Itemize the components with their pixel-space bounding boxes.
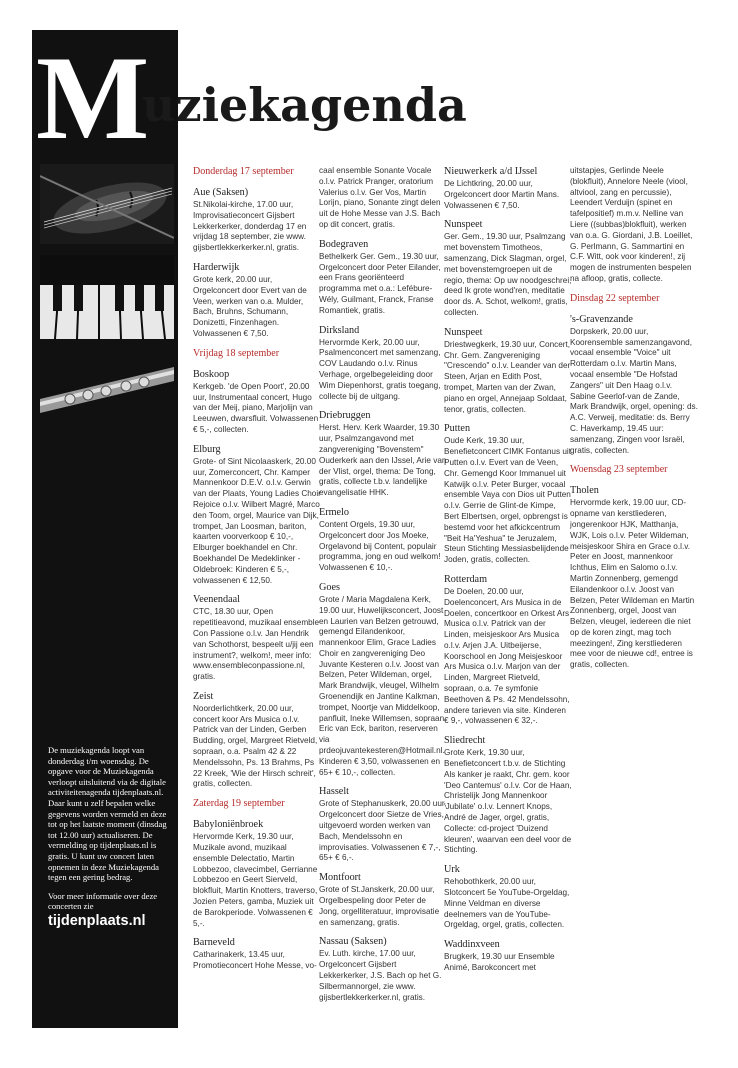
concert-location: Waddinxveen (444, 939, 500, 951)
violin-icon (40, 164, 174, 244)
concert-location: Boskoop (193, 368, 230, 380)
concert-location: Driebruggen (319, 410, 371, 422)
agenda-column-1 (193, 166, 321, 980)
concert-details: De Lichtkring, 20.00 uur, Orgelconcert door Martin Mans. Volwassenen € 7,50. (444, 179, 560, 210)
page-title: uziekagenda (142, 78, 467, 132)
concert-details: CTC, 18.30 uur, Open repetitieavond, muzikaal ensemble Con Passione o.l.v. Jan Hendrik van Schothorst, bespeelt u/jij een instrument?, welkom!, meer info: www.ensembleconpassione.nl, gratis. (193, 607, 320, 682)
agenda-column-3 (444, 166, 572, 982)
day-heading: Woensdag 23 september (570, 464, 668, 476)
concert-details: St.Nikolai-kirche, 17.00 uur, Improvisatieconcert Gijsbert Lekkerkerker, donderdag 17 en vrijdag 18 september, zie www. gijsbertlekkerkerker.nl, gratis. (193, 200, 307, 253)
concert-details: Grote Kerk, 19.30 uur, Benefietconcert t.b.v. de Stichting Als kanker je raakt, Chr. gem. koor 'Deo Cantemus' o.l.v. Cor de Haan, Christelijk Jong Mannenkoor 'Jubilate' o.l.v. Lennert Knops, André de Jager, orgel, gratis, Collecte: cd-project 'Duizend kleuren', waarvan een deel voor de Stichting. (444, 748, 572, 855)
concert-details: Bethelkerk Ger. Gem., 19.30 uur, Orgelconcert door Peter Eilander, een Frans georiënteerd programma met o.a.: Lefébure-Wély, Guilmant, Franck, Franse Romantiek, gratis. (319, 251, 441, 315)
concert-details: Grote kerk, 20.00 uur, Orgelconcert door Evert van de Veen, werken van o.a. Mulder, Bach, Bruhns, Schumann, Donizetti, Finzenhagen. Volwassenen € 7,50. (193, 274, 307, 338)
concert-details: Grote / Maria Magdalena Kerk, 19.00 uur, Huwelijksconcert, Joost en Laurien van Belzen getrouwd, gemengd Eilandenkoor, mannenkoor Elim, Grace Ladies Choir en zangvereniging Deo Juvante Kesteren o.l.v. Joost van Belzen, Peter Wildeman, orgel, Mark Brandwijk, vleugel, Wilhelm Groenendijk en Jantine Kalkman, trompet, Noortje van Middelkoop, panfluit, Ineke Willemsen, sopraan, Eric van Eck, bariton, reserveren via prdeojuvantekesteren@Hotmail.nl. Kinderen € 3,50, volwassenen en 65+ € 10,-, collecten. (319, 594, 447, 777)
concert-details: uitstapjes, Gerlinde Neele (blokfluit), Annelore Neele (viool, altviool, zang en percussie), Leendert Verduijn (spinet en tafelpositief) m.m.v. Nelline van Liere ((subbas)blokfluit), werken van o.a. G. Giordani, J.B. Loeillet, G. Perlmann, G. Sammartini en C.F. Witt, ook voor kinderen!, zij mogen de instrumenten bespelen na afloop, gratis, collecte. (570, 166, 693, 283)
concert-location: Zeist (193, 690, 214, 702)
concert-location: Montfoort (319, 872, 361, 884)
day-heading: Donderdag 17 september (193, 166, 294, 177)
concert-details: Grote of St.Janskerk, 20.00 uur, Orgelbespeling door Peter de Jong, orgelliteratuur, improvisatie en samenzang, gratis. (319, 885, 440, 927)
concert-details: Noorderlichtkerk, 20.00 uur, concert koor Ars Musica o.l.v. Patrick van der Linden, Gerben Budding, orgel, Margreet Rietveld, sopraan, o.a. Psalm 42 & 22 Mendelssohn, Ps. 13 Brahms, Ps 22 Kreek, 'Wie der Hirsch schreit', gratis, collecten. (193, 703, 318, 789)
concert-details: De Doelen, 20.00 uur, Doelenconcert, Ars Musica in de Doelen, concertkoor en Orkest Ars Musica o.l.v. Patrick van der Linden, meisjeskoor Ars Musica o.l.v. Arjen J.A. Uitbeijerse, Koorschool en Jong Meisjeskoor Ars Musica o.l.v. Marjon van der Linden, Margreet Rietveld, sopraan, o.a. 7e symfonie Beethoven & Ps. 42 Mendelssohn, andere tarieven via site. Kinderen € 9,-, volwassenen € 32,-. (444, 586, 570, 726)
concert-location: Veenendaal (193, 594, 240, 606)
concert-location: Nunspeet (444, 219, 483, 231)
concert-location: Barneveld (193, 937, 235, 949)
day-heading: Zaterdag 19 september (193, 798, 285, 810)
title-initial: M (36, 31, 146, 164)
concert-location: Nieuwerkerk a/d IJssel (444, 166, 538, 177)
concert-details: Hervormde Kerk, 20.00 uur, Psalmenconcert met samenzang, COV Laudando o.l.v. Rinus Verhage, orgelbegeleiding door Wim Diepenhorst, gratis toegang, collecte bij de uitgang. (319, 337, 441, 401)
concert-details: Brugkerk, 19.30 uur Ensemble Animé, Barokconcert met (444, 952, 555, 973)
concert-location: Aue (Saksen) (193, 187, 249, 198)
concert-details: Ev. Luth. kirche, 17.00 uur, Orgelconcert Gijsbert Lekkerkerker, J.S. Bach op het G. Silbermannorgel, zie www. gijsbertlekkerkerker.nl, gratis. (319, 949, 442, 1002)
concert-location: Ermelo (319, 506, 349, 518)
concert-details: Content Orgels, 19.30 uur, Orgelconcert door Jos Moeke, Orgelavond bij Content, populair programma, jong en oud welkom! Volwassenen € 10,-. (319, 519, 441, 573)
concert-location: 's-Gravenzande (570, 313, 633, 325)
concert-location: Babyloniënbroek (193, 819, 264, 831)
concert-location: Hasselt (319, 786, 349, 798)
concert-location: Tholen (570, 485, 599, 497)
day-heading: Dinsdag 22 september (570, 292, 660, 304)
concert-details: Grote of Stephanuskerk, 20.00 uur, Orgelconcert door Sietze de Vries, uitgevoerd worden werken van Bach, Mendelssohn en improvisaties. Volwassenen € 7,-, 65+ € 6,-. (319, 799, 447, 863)
concert-details: Driestwegkerk, 19.30 uur, Concert, Chr. Gem. Zangvereniging "Crescendo" o.l.v. Leander van der Steen, Arjan en Edith Post, trompet, Marten van der Zwan, piano en orgel, Annejaap Soldaat, tenor, gratis, collecten. (444, 339, 571, 414)
site-link[interactable]: tijdenplaats.nl (48, 912, 146, 929)
concert-location: Rotterdam (444, 573, 488, 585)
concert-details: Hervormde kerk, 19.00 uur, CD-opname van kerstliederen, jongerenkoor HJK, Matthanja, WJK, Lois o.l.v. Peter Wildeman, meisjeskoor Shira en Grace o.l.v. Peter en Joost, mannenkoor Ichthus, Elim en Salomo o.l.v. Martin Zonnenberg, gemengd Eilandenkoor o.l.v. Joost van Belzen, Peter Wildeman en Martin Zonnenberg, orgel, Joost van Belzen, vleugel, iedereen die niet op de koren zingt, mag toch meezingen!, Zing kerstliederen mee voor de nieuwe cd!, entree is gratis, collecten. (570, 498, 695, 670)
more-info-text: Voor meer informatie over deze concerten zie (48, 890, 158, 912)
concert-location: Dirksland (319, 324, 360, 336)
agenda-column-2 (319, 166, 447, 1011)
info-box (48, 745, 168, 930)
info-text: De muziekagenda loopt van donderdag t/m woensdag. De opgave voor de Muziekagenda verloopt uitsluitend via de digitale activiteitenagenda tijdenplaats.nl. Daar kunt u zelf bepalen welke gegevens worden vermeld en deze tot op het laatste moment (dinsdag tot 12.00 uur) actualiseren. De vermelding op tijdenplaats.nl is gratis. U kunt uw concert laten opnemen in deze Muziekagenda tegen een gering bedrag. (48, 745, 167, 883)
concert-details: Rehobothkerk, 20.00 uur, Slotconcert 5e YouTube-Orgeldag, Minne Veldman en diverse deelnemers van de YouTube-Orgeldag, orgel, gratis, collecten. (444, 877, 570, 930)
flute-icon (40, 347, 174, 429)
concert-location: Bodegraven (319, 238, 369, 250)
concert-location: Putten (444, 423, 471, 435)
concert-location: Nunspeet (444, 326, 483, 338)
concert-location: Nassau (Saksen) (319, 936, 387, 948)
concert-details: Ger. Gem., 19.30 uur, Psalmzang met bovenstem Timotheos, samenzang, Dick Slagman, orgel, met bovenstemgroepen uit de regio, thema: Op uw noodgeschrei, deed Ik grote wond'ren, meditatie door ds. A. Schot, welkom!, gratis, collecten. (444, 232, 572, 317)
concert-details: Oude Kerk, 19.30 uur, Benefietconcert CIMK Fontanus uit Putten o.l.v. Evert van de Veen, Chr. Gemengd Koor Immanuel uit Katwijk o.l.v. Peter Burger, vocaal ensemble Vaya con Dios uit Putten o.l.v. Gerrie de Glint-de Kimpe, Bert Elbertsen, orgel, opbrengst is bestemd voor het afkickcentrum "Beit Ha'Yeshua" te Jeruzalem, Steun Stichting Messiasbelijdende Joden, gratis, collecten. (444, 436, 571, 565)
concert-details: Grote- of Sint Nicolaaskerk, 20.00 uur, Zomerconcert, Chr. Kamper Mannenkoor D.E.V. o.l.v. Gerwin van der Plaats, Young Ladies Choir Rejoice o.l.v. Wilbert Magré, Marco den Toom, orgel, Maurice van Dijk, trompet, Jan Loosman, bariton, kaarten voorverkoop € 10,-, Elburger boekhandel en Chr. Boekhandel De Medeklinker - Oldebroek: Kinderen € 5,-, volwassenen € 12,50. (193, 456, 321, 585)
day-heading: Vrijdag 18 september (193, 347, 280, 359)
concert-details: Catharinakerk, 13.45 uur, Promotieconcert Hohe Messe, vo- (193, 950, 317, 971)
concert-location: Sliedrecht (444, 735, 486, 747)
concert-details: caal ensemble Sonante Vocale o.l.v. Patrick Pranger, oratorium Valerius o.l.v. Ger Vos, Martin Lorijn, piano, Sonante zingt delen uit de Hohe Messe van J.S. Bach op dit concert, gratis. (319, 166, 441, 229)
concert-location: Urk (444, 864, 460, 876)
concert-details: Herst. Herv. Kerk Waarder, 19.30 uur, Psalmzangavond met zangvereniging "Bovenstem" Ouderkerk aan den IJssel, Arie van der Vlist, orgel, thema: De Tong, gratis, collecte t.b.v. landelijke evangelisatie HHK. (319, 423, 447, 498)
concert-details: Dorpskerk, 20.00 uur, Koorensemble samenzangavond, vocaal ensemble "Voice" uit Rotterdam o.l.v. Martin Mans, vocaal ensemble "De Hofstad Zangers" uit Den Haag o.l.v. Sabine Geerlof-van de Zande, Mark Brandwijk, orgel, opening: ds. A.C. Verweij, meditatie: ds. Berry C. Haverkamp, 19.45 uur: samenzang, Zingen voor Israël, gratis, collecten. (570, 326, 698, 455)
agenda-column-4 (570, 166, 698, 679)
piano-keys-icon (40, 255, 174, 339)
concert-location: Elburg (193, 443, 221, 455)
concert-details: Kerkgeb. 'de Open Poort', 20.00 uur, Instrumentaal concert, Hugo van der Meij, piano, Marjolijn van Leeuwen, dwarsfluit. Volwassenen € 5,-, collecten. (193, 381, 319, 434)
concert-location: Harderwijk (193, 261, 240, 273)
concert-location: Goes (319, 581, 340, 593)
concert-details: Hervormde Kerk, 19.30 uur, Muzikale avond, muzikaal ensemble Delectatio, Martin Lobbezoo, clavecimbel, Gerrianne Lobbezoo en Geert Sierveld, blokfluit, Martin Knotters, traverso, Jozien Peters, gamba, Muziek uit de Barokperiode. Volwassenen € 5,-. (193, 832, 318, 928)
